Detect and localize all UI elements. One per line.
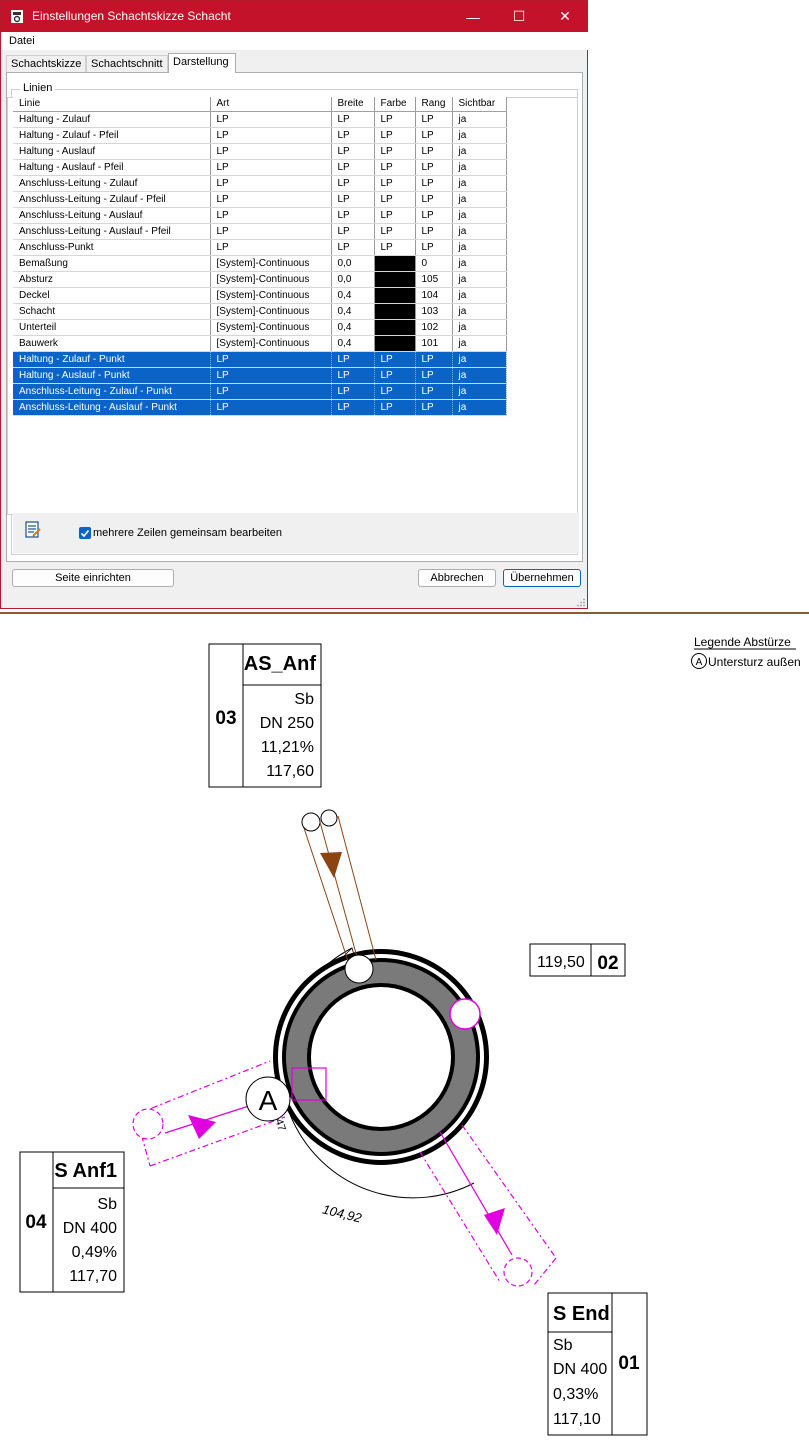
cell-rang[interactable]: LP [415,368,452,384]
cell-linie[interactable]: Anschluss-Leitung - Auslauf - Pfeil [13,224,210,240]
cell-linie[interactable]: Anschluss-Leitung - Zulauf - Punkt [13,384,210,400]
table-row[interactable] [13,288,506,304]
cell-farbe-black-swatch[interactable] [374,304,415,320]
cell-rang[interactable]: LP [415,208,452,224]
grid-header-row [13,97,506,112]
cell-art[interactable]: LP [210,368,331,384]
connection-left-end [133,1109,163,1139]
multi-edit-label: mehrere Zeilen gemeinsam bearbeiten [93,527,282,539]
cell-linie[interactable]: Haltung - Zulauf - Punkt [13,352,210,368]
minimize-button[interactable]: — [466,8,480,25]
info-box-01 [548,1293,647,1435]
linien-group-title: Linien [20,82,55,94]
cell-rang[interactable]: LP [415,224,452,240]
cell-farbe-black-swatch[interactable] [374,256,415,272]
table-row[interactable] [13,224,506,240]
multi-edit-checkbox[interactable] [79,527,91,539]
level-box-02 [530,944,625,976]
cell-sichtbar[interactable]: ja [452,208,506,224]
cell-farbe[interactable]: LP [374,176,415,192]
cell-sichtbar[interactable]: ja [452,144,506,160]
box-04-material: Sb [97,1196,117,1213]
cell-breite[interactable]: LP [331,208,374,224]
cell-linie[interactable]: Anschluss-Leitung - Zulauf [13,176,210,192]
box-04-slope: 0,49% [71,1244,117,1261]
cell-breite[interactable]: LP [331,368,374,384]
cell-rang[interactable]: LP [415,240,452,256]
connection-right-end [504,1258,532,1286]
cell-sichtbar[interactable]: ja [452,160,506,176]
table-row[interactable] [13,256,506,272]
connection-pipe-right [420,1125,556,1285]
tab-schachtskizze[interactable]: Schachtskizze [6,55,86,72]
cell-rang[interactable]: 101 [415,336,452,352]
cell-rang[interactable]: LP [415,400,452,416]
page-setup-button[interactable]: Seite einrichten [12,569,174,587]
cell-farbe[interactable]: LP [374,384,415,400]
cell-art[interactable]: LP [210,192,331,208]
cell-linie[interactable]: Absturz [13,272,210,288]
box-01-name: S End [553,1303,610,1325]
cell-art[interactable]: [System]-Continuous [210,288,331,304]
cell-farbe[interactable]: LP [374,144,415,160]
cell-linie[interactable]: Haltung - Zulauf [13,112,210,128]
cell-farbe[interactable]: LP [374,240,415,256]
cell-sichtbar[interactable]: ja [452,128,506,144]
cell-art[interactable]: [System]-Continuous [210,272,331,288]
cell-breite[interactable]: LP [331,128,374,144]
box-03-id: 03 [215,708,237,729]
cell-rang[interactable]: LP [415,128,452,144]
cell-art[interactable]: [System]-Continuous [210,304,331,320]
info-box-03 [209,644,321,787]
legend-title: Legende Abstürze [694,635,791,649]
cell-linie[interactable]: Haltung - Auslauf - Pfeil [13,160,210,176]
cell-art[interactable]: LP [210,352,331,368]
cell-art[interactable]: LP [210,384,331,400]
cell-farbe[interactable]: LP [374,112,415,128]
cell-rang[interactable]: 0 [415,256,452,272]
line-settings-grid[interactable] [13,97,507,416]
cell-sichtbar[interactable]: ja [452,112,506,128]
box-04-name: S Anf1 [54,1160,117,1182]
cell-farbe[interactable]: LP [374,352,415,368]
cell-farbe-black-swatch[interactable] [374,272,415,288]
cell-breite[interactable]: 0,4 [331,288,374,304]
manhole-sketch [0,616,809,1449]
cell-breite[interactable]: LP [331,192,374,208]
cell-art[interactable]: [System]-Continuous [210,336,331,352]
column-header-farbe[interactable]: Farbe [374,97,415,112]
menu-datei[interactable]: Datei [9,35,35,47]
box-03-level: 117,60 [266,763,314,780]
cell-breite[interactable]: LP [331,112,374,128]
cell-breite[interactable]: LP [331,384,374,400]
cell-art[interactable]: LP [210,128,331,144]
cell-rang[interactable]: LP [415,352,452,368]
cell-breite[interactable]: 0,4 [331,304,374,320]
maximize-button[interactable]: ☐ [512,8,526,24]
cell-rang[interactable]: LP [415,176,452,192]
cell-rang[interactable]: 105 [415,272,452,288]
cell-breite[interactable]: LP [331,224,374,240]
table-row[interactable] [13,336,506,352]
settings-dialog [0,0,588,609]
cell-farbe-black-swatch[interactable] [374,336,415,352]
cell-art[interactable]: LP [210,112,331,128]
separator-line [0,612,809,614]
table-row[interactable] [13,368,506,384]
cell-art[interactable]: LP [210,208,331,224]
legend-marker-label: A [695,657,703,668]
legend-text: Untersturz außen [708,655,801,669]
cell-linie[interactable]: Haltung - Auslauf [13,144,210,160]
table-row[interactable] [13,272,506,288]
cell-farbe[interactable]: LP [374,208,415,224]
tab-schachtschnitt[interactable]: Schachtschnitt [86,55,168,72]
box-01-slope: 0,33% [553,1386,599,1403]
manhole-shaft [273,949,489,1165]
cell-linie[interactable]: Bauwerk [13,336,210,352]
cell-sichtbar[interactable]: ja [452,224,506,240]
cell-breite[interactable]: 0,0 [331,272,374,288]
cell-art[interactable]: LP [210,144,331,160]
box-03-name: AS_Anf [243,653,316,675]
zulauf-pipe [302,810,376,983]
cell-breite[interactable]: 0,4 [331,320,374,336]
cell-farbe[interactable]: LP [374,192,415,208]
cell-linie[interactable]: Deckel [13,288,210,304]
column-header-linie[interactable]: Linie [13,97,210,112]
cell-farbe-black-swatch[interactable] [374,288,415,304]
cell-sichtbar[interactable]: ja [452,272,506,288]
cell-rang[interactable]: LP [415,144,452,160]
column-header-sichtbar[interactable]: Sichtbar [452,97,506,112]
title-bar[interactable] [1,1,588,32]
table-row[interactable] [13,176,506,192]
resize-grip-icon[interactable] [577,598,586,607]
edit-rows-icon[interactable] [25,521,41,539]
table-row[interactable] [13,208,506,224]
cell-farbe-black-swatch[interactable] [374,320,415,336]
tab-darstellung[interactable]: Darstellung [168,53,236,73]
box-03-dn: DN 250 [259,715,314,732]
cell-linie[interactable]: Unterteil [13,320,210,336]
cell-breite[interactable]: 0,0 [331,256,374,272]
cell-breite[interactable]: 0,4 [331,336,374,352]
cell-breite[interactable]: LP [331,160,374,176]
table-row[interactable] [13,304,506,320]
cell-linie[interactable]: Anschluss-Leitung - Auslauf [13,208,210,224]
cell-art[interactable]: LP [210,176,331,192]
app-icon [10,9,24,24]
cell-breite[interactable]: LP [331,240,374,256]
table-row[interactable] [13,352,506,368]
cell-rang[interactable]: LP [415,192,452,208]
cell-linie[interactable]: Haltung - Zulauf - Pfeil [13,128,210,144]
cell-sichtbar[interactable]: ja [452,400,506,416]
dimension-main-label: 104,92 [321,1201,364,1226]
cell-rang[interactable]: LP [415,112,452,128]
cell-sichtbar[interactable]: ja [452,192,506,208]
box-03-material: Sb [294,691,314,708]
cell-breite[interactable]: LP [331,144,374,160]
cell-art[interactable]: LP [210,224,331,240]
cell-sichtbar[interactable]: ja [452,384,506,400]
cell-art[interactable]: [System]-Continuous [210,256,331,272]
cell-linie[interactable]: Anschluss-Leitung - Zulauf - Pfeil [13,192,210,208]
table-row[interactable] [13,384,506,400]
cell-rang[interactable]: LP [415,160,452,176]
cell-sichtbar[interactable]: ja [452,320,506,336]
box-01-dn: DN 400 [553,1361,608,1378]
cell-rang[interactable]: 102 [415,320,452,336]
cell-sichtbar[interactable]: ja [452,352,506,368]
cell-sichtbar[interactable]: ja [452,240,506,256]
cell-sichtbar[interactable]: ja [452,256,506,272]
cell-farbe[interactable]: LP [374,160,415,176]
table-row[interactable] [13,400,506,416]
table-row[interactable] [13,128,506,144]
cancel-button[interactable]: Abbrechen [418,569,496,587]
menu-bar [1,32,588,50]
table-row[interactable] [13,320,506,336]
column-header-art[interactable]: Art [210,97,331,112]
table-row[interactable] [13,112,506,128]
cell-farbe[interactable]: LP [374,400,415,416]
column-header-rang[interactable]: Rang [415,97,452,112]
cell-rang[interactable]: 104 [415,288,452,304]
cell-linie[interactable]: Anschluss-Punkt [13,240,210,256]
cell-art[interactable]: LP [210,160,331,176]
column-header-breite[interactable]: Breite [331,97,374,112]
connection-point [450,999,480,1029]
close-button[interactable]: ✕ [559,8,571,24]
box-04-id: 04 [25,1212,47,1233]
box-01-id: 01 [618,1353,640,1374]
box-01-material: Sb [553,1337,573,1354]
box-03-slope: 11,21% [260,739,314,756]
box-02-level: 119,50 [537,954,585,971]
cell-farbe[interactable]: LP [374,224,415,240]
table-row[interactable] [13,240,506,256]
cell-sichtbar[interactable]: ja [452,368,506,384]
drop-marker-label: A [258,1085,278,1116]
connection-right-axis [440,1132,512,1255]
apply-button[interactable]: Übernehmen [503,569,581,587]
cell-art[interactable]: LP [210,400,331,416]
cell-farbe[interactable]: LP [374,368,415,384]
cell-farbe[interactable]: LP [374,128,415,144]
connection-left-arrow-icon [188,1115,216,1139]
cell-linie[interactable]: Haltung - Auslauf - Punkt [13,368,210,384]
box-04-dn: DN 400 [62,1220,117,1237]
cell-linie[interactable]: Bemaßung [13,256,210,272]
box-04-level: 117,70 [69,1268,117,1285]
box-01-level: 117,10 [553,1411,601,1428]
cell-sichtbar[interactable]: ja [452,304,506,320]
cell-breite[interactable]: LP [331,352,374,368]
cell-linie[interactable]: Anschluss-Leitung - Auslauf - Punkt [13,400,210,416]
table-row[interactable] [13,192,506,208]
table-row[interactable] [13,144,506,160]
box-02-id: 02 [597,953,619,974]
cell-breite[interactable]: LP [331,400,374,416]
cell-rang[interactable]: LP [415,384,452,400]
cell-art[interactable]: [System]-Continuous [210,320,331,336]
cell-art[interactable]: LP [210,240,331,256]
cell-breite[interactable]: LP [331,176,374,192]
checkmark-icon [79,527,91,539]
dimension-small-label: 47 [272,1117,288,1133]
cell-rang[interactable]: 103 [415,304,452,320]
cell-sichtbar[interactable]: ja [452,176,506,192]
window-title: Einstellungen Schachtskizze Schacht [32,9,231,23]
cell-sichtbar[interactable]: ja [452,288,506,304]
table-row[interactable] [13,160,506,176]
info-box-04 [20,1152,124,1292]
zulauf-arrow-icon [320,852,342,878]
cell-linie[interactable]: Schacht [13,304,210,320]
cell-sichtbar[interactable]: ja [452,336,506,352]
